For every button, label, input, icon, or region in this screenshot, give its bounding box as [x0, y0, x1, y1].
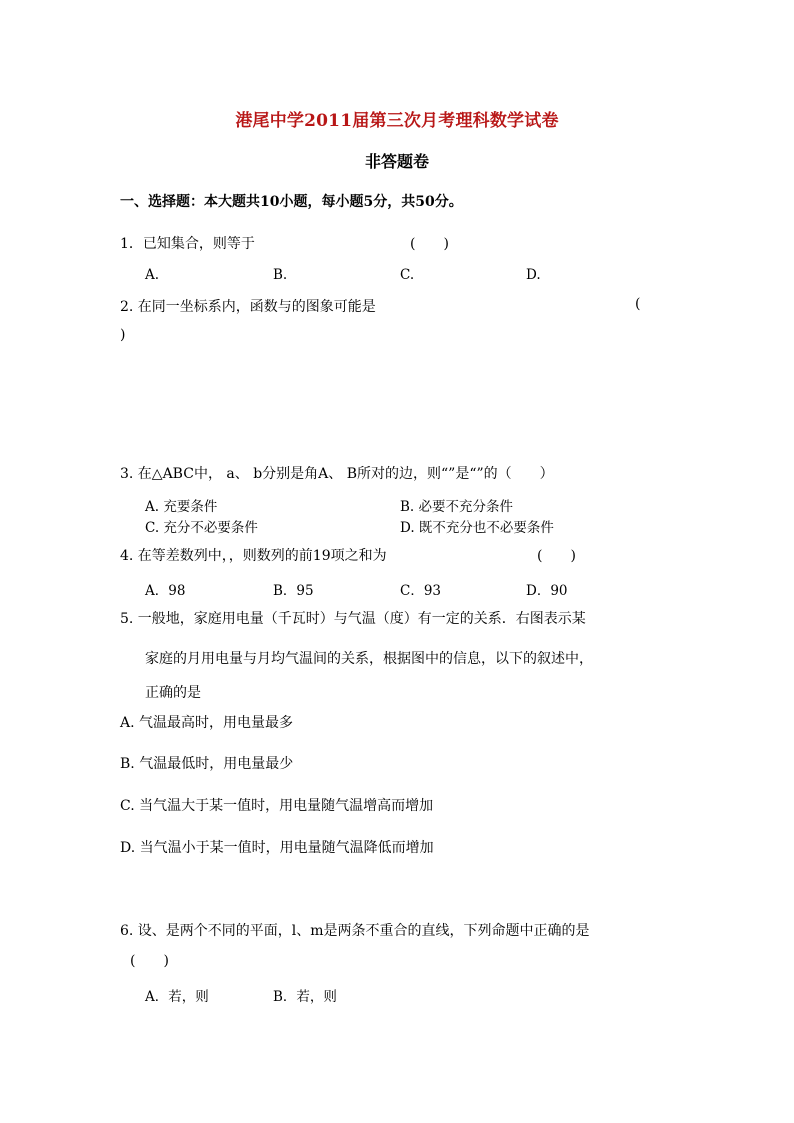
question-2-stem: 2. 在同一坐标系内，函数与的图象可能是: [120, 299, 376, 315]
question-3-option-a: A. 充要条件: [145, 499, 218, 515]
question-4-option-a: A．98: [145, 583, 186, 599]
question-3-stem: 3. 在△ABC中， a、 b分别是角A、 B所对的边，则“”是“”的（ ）: [120, 466, 554, 482]
question-5-option-c: C. 当气温大于某一值时，用电量随气温增高而增加: [120, 798, 434, 814]
question-5-option-a: A. 气温最高时，用电量最多: [120, 715, 294, 731]
question-6-answer-paren: ( ): [130, 953, 169, 969]
question-4-option-d: D．90: [526, 583, 568, 599]
question-1-option-d: D.: [526, 267, 541, 283]
question-1-answer-paren: ( ): [410, 236, 449, 252]
exam-title: 港尾中学2011届第三次月考理科数学试卷: [235, 111, 559, 131]
question-1-option-b: B.: [273, 267, 288, 283]
question-6-option-a: A．若，则: [145, 989, 209, 1005]
question-1-option-a: A.: [145, 267, 160, 283]
question-2-paren-open: (: [635, 296, 641, 312]
question-5-stem-line-1: 5. 一般地，家庭用电量（千瓦时）与气温（度）有一定的关系．右图表示某: [120, 611, 586, 627]
question-4-answer-paren: ( ): [537, 548, 576, 564]
question-5-option-b: B. 气温最低时，用电量最少: [120, 756, 294, 772]
question-6-stem: 6. 设、是两个不同的平面，l、m是两条不重合的直线，下列命题中正确的是: [120, 923, 590, 939]
question-1-stem: 1．已知集合，则等于: [120, 236, 255, 252]
question-5-option-d: D. 当气温小于某一值时，用电量随气温降低而增加: [120, 840, 434, 856]
question-4-option-c: C．93: [400, 583, 442, 599]
question-3-option-d: D. 既不充分也不必要条件: [400, 520, 554, 536]
section-heading: 一、选择题：本大题共10小题，每小题5分，共50分。: [120, 194, 463, 210]
question-6-option-b: B．若，则: [273, 989, 337, 1005]
question-4-option-b: B．95: [273, 583, 314, 599]
question-1-option-c: C.: [400, 267, 415, 283]
question-5-stem-line-2: 家庭的月用电量与月均气温间的关系，根据图中的信息，以下的叙述中，: [145, 651, 593, 667]
question-3-option-b: B. 必要不充分条件: [400, 499, 514, 515]
question-5-stem-line-3: 正确的是: [145, 685, 201, 701]
question-4-stem: 4. 在等差数列中，，则数列的前19项之和为: [120, 548, 387, 564]
question-3-option-c: C. 充分不必要条件: [145, 520, 258, 536]
question-2-paren-close: ): [120, 327, 126, 343]
exam-subtitle: 非答题卷: [364, 152, 429, 171]
